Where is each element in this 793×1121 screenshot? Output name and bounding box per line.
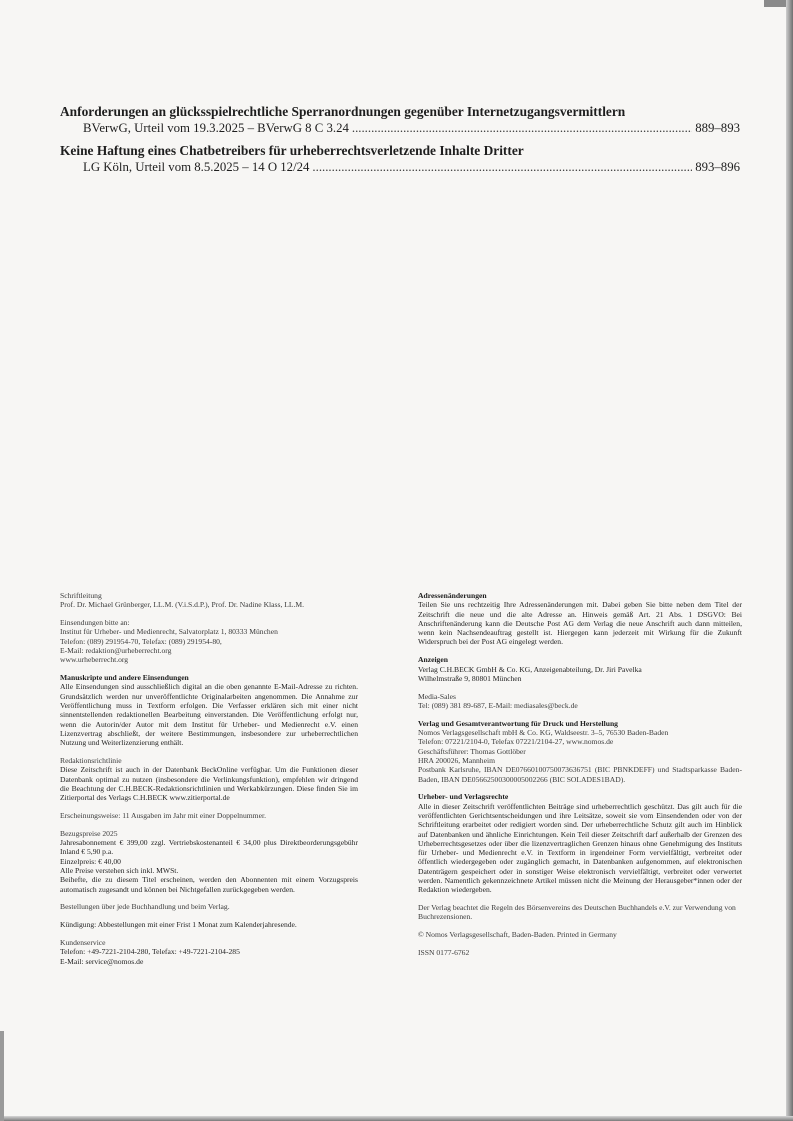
anzeigen-publisher: Verlag C.H.BECK GmbH & Co. KG, Anzeigenabteilung, Dr. Jiri Pavelka — [418, 664, 642, 674]
adressaenderungen-text: Teilen Sie uns rechtzeitig Ihre Adressenänderungen mit. Dabei geben Sie bitte neben dem Titel der Zeitschrift die neue und die alte Adresse an. Hinweis gemäß Art. 21 Abs. 1 DSGVO: Bei Anschriftenänderung kann die Deutsche Post AG dem Verlag die neue Anschrift auch dann mitteilen, wenn kein Nachsendeauftrag gestellt ist. Hiergegen kann jederzeit mit Wirkung für die Zukunft Widerspruch bei der Post AG eingelegt werden. — [418, 600, 742, 647]
redaktionsrichtlinie-block — [60, 756, 358, 802]
redaktionsrichtlinie-heading: Redaktionsrichtlinie — [60, 755, 122, 765]
toc-entry[interactable] — [60, 103, 740, 136]
verlag-address: Nomos Verlagsgesellschaft mbH & Co. KG, Waldseestr. 3–5, 76530 Baden-Baden — [418, 728, 669, 738]
kuendigung-block — [60, 920, 358, 929]
schriftleitung-block — [60, 591, 358, 610]
jahresabonnement-text: Jahresabonnement € 399,00 zzgl. Vertriebskostenanteil € 34,00 plus Direktbeorderungsgebühr Inland € 5,90 p.a. — [60, 838, 358, 857]
urheberrechte-text: Alle in dieser Zeitschrift veröffentlichten Beiträge sind urheberrechtlich geschützt. Das gilt auch für die veröffentlichten Gerichtsentscheidungen und ihre Leitsätze, soweit sie vom Einsendenden oder von der Schriftleitung erarbeitet oder redigiert worden sind. Der urheberrechtliche Schutz gilt auch im Hinblick auf Datenbanken und ähnliche Einrichtungen. Kein Teil dieser Zeitschrift darf außerhalb der Grenzen des Urheberrechtsgesetzes oder über die lizenzvertraglichen Grenzen hinaus ohne Genehmigung des Instituts für Urheber- und Medienrecht e.V. in Textform in irgendeiner Form vervielfältigt, verbreitet oder öffentlich wiedergegeben oder zugänglich gemacht, in Datenbanken aufgenommen, auf elektronischen Datenträgern gespeichert oder in sonstiger Weise elektronisch vervielfältigt, verbreitet oder verwertet werden. Namentlich gekennzeichnete Artikel müssen nicht die Meinung der Herausgeber*innen oder der Redaktion wiedergeben. — [418, 801, 742, 895]
kundenservice-email[interactable]: E-Mail: service@nomos.de — [60, 956, 144, 966]
table-of-contents — [60, 103, 740, 181]
page-edge-right — [786, 0, 793, 1121]
page-edge-corner — [764, 0, 786, 7]
copyright-block — [418, 930, 742, 939]
einsendungen-block — [60, 618, 358, 664]
manuskripte-block — [60, 673, 358, 747]
media-sales-heading: Media-Sales — [418, 691, 456, 701]
toc-entry-pages: 889–893 — [695, 121, 740, 135]
imprint-left-column — [60, 591, 358, 974]
einzelpreis-text: Einzelpreis: € 40,00 — [60, 856, 121, 866]
bezugspreise-heading: Bezugspreise 2025 — [60, 828, 118, 838]
manuskripte-heading: Manuskripte und andere Einsendungen — [60, 673, 189, 683]
page-edge-left — [0, 1031, 4, 1121]
manuskripte-text: Alle Einsendungen sind ausschließlich digital an die oben genannte E-Mail-Adresse zu richten. Grundsätzlich werden nur unveröffentlichte Originalarbeiten angenommen. Die Annahme zur Veröffentlichung muss in Textform erfolgen. Die Verfasser erklären sich mit einer nicht sinnentstellenden redaktionellen Bearbeitung einverstanden. Die Veröffentlichung erfolgt nur, wenn die Autorin/der Autor mit dem Institut für Urheber- und Medienrecht e.V. einen Lizenzvertrag abschließt, der weitere Bestimmungen, insbesondere zur urheberrechtlichen Nutzung und Weiterlizenzierung enthält. — [60, 682, 358, 748]
boersenverein-block — [418, 903, 742, 922]
schriftleitung-heading: Schriftleitung — [60, 591, 102, 600]
redaktionsrichtlinie-text: Diese Zeitschrift ist auch in der Datenbank BeckOnline verfügbar. Um die Funktionen dieser Datenbank optimal zu nutzen (insbesondere die Verlinkungsfunktion), empfehlen wir dringend die Beachtung der C.H.BECK-Redaktionsrichtlinien und Werkabkürzungen. Diese finden Sie im Zitierportal des Verlags C.H.BECK www.zitierportal.de — [60, 765, 358, 803]
urheberrechte-block — [418, 792, 742, 894]
verlag-heading: Verlag und Gesamtverantwortung für Druck und Herstellung — [418, 718, 618, 728]
toc-leader-dots — [312, 159, 692, 175]
toc-entry-reference: BVerwG, Urteil vom 19.3.2025 – BVerwG 8 C 3.24 — [83, 121, 349, 135]
institute-phone: Telefon: (089) 291954-70, Telefax: (089) 291954-80, — [60, 636, 222, 646]
einsendungen-heading: Einsendungen bitte an: — [60, 618, 130, 628]
page-edge-bottom — [0, 1116, 793, 1121]
kundenservice-phone: Telefon: +49-7221-2104-280, Telefax: +49-7221-2104-285 — [60, 947, 240, 957]
media-sales-block — [418, 692, 742, 711]
toc-entry-title: Keine Haftung eines Chatbetreibers für urheberrechtsverletzende Inhalte Dritter — [60, 143, 524, 158]
toc-leader-dots — [352, 120, 692, 136]
kuendigung-text: Kündigung: Abbestellungen mit einer Frist 1 Monat zum Kalenderjahresende. — [60, 920, 297, 930]
toc-entry-reference-line — [60, 120, 740, 136]
media-sales-contact: Tel: (089) 381 89-687, E-Mail: mediasales@beck.de — [418, 700, 578, 710]
anzeigen-heading: Anzeigen — [418, 655, 448, 665]
adressaenderungen-heading: Adressenänderungen — [418, 591, 487, 600]
adressaenderungen-block — [418, 591, 742, 647]
urheberrechte-heading: Urheber- und Verlagsrechte — [418, 792, 509, 802]
anzeigen-block — [418, 655, 742, 683]
bestellungen-text: Bestellungen über jede Buchhandlung und beim Verlag. — [60, 902, 230, 912]
schriftleitung-text: Prof. Dr. Michael Grünberger, LL.M. (V.i.S.d.P.), Prof. Dr. Nadine Klass, LL.M. — [60, 600, 305, 610]
mwst-note: Alle Preise verstehen sich inkl. MWSt. — [60, 865, 179, 875]
boersenverein-text: Der Verlag beachtet die Regeln des Börsenvereins des Deutschen Buchhandels e.V. zur Verwendung von Buchrezensionen. — [418, 903, 736, 922]
copyright-text: © Nomos Verlagsgesellschaft, Baden-Baden. Printed in Germany — [418, 930, 617, 940]
institute-email[interactable]: E-Mail: redaktion@urheberrecht.org — [60, 645, 172, 655]
kundenservice-heading: Kundenservice — [60, 937, 106, 947]
verlag-block — [418, 719, 742, 784]
toc-entry-reference-line — [60, 159, 740, 175]
verlag-management: Geschäftsführer: Thomas Gottlöber — [418, 746, 526, 756]
verlag-register: HRA 200026, Mannheim — [418, 755, 495, 765]
bezugspreise-block — [60, 829, 358, 894]
kundenservice-block — [60, 938, 358, 966]
imprint-right-column — [418, 591, 742, 966]
issn-text: ISSN 0177-6762 — [418, 948, 470, 957]
toc-entry[interactable] — [60, 142, 740, 175]
erscheinungsweise-text: Erscheinungsweise: 11 Ausgaben im Jahr mit einer Doppelnummer. — [60, 810, 266, 820]
erscheinungsweise-block — [60, 811, 358, 820]
toc-entry-reference: LG Köln, Urteil vom 8.5.2025 – 14 O 12/24 — [83, 160, 310, 174]
institute-website[interactable]: www.urheberrecht.org — [60, 655, 129, 665]
issn-block — [418, 948, 742, 957]
bestellungen-block — [60, 902, 358, 911]
verlag-phone: Telefon: 07221/2104-0, Telefax 07221/2104-27, www.nomos.de — [418, 737, 614, 747]
anzeigen-address: Wilhelmstraße 9, 80801 München — [418, 673, 522, 683]
institute-address: Institut für Urheber- und Medienrecht, Salvatorplatz 1, 80333 München — [60, 627, 278, 637]
toc-entry-pages: 893–896 — [695, 160, 740, 174]
beihefte-note: Beihefte, die zu diesem Titel erscheinen, werden den Abonnenten mit einem Vorzugspreis automatisch zugesandt und können bei Nichtgefallen zurückgegeben werden. — [60, 875, 358, 894]
verlag-bank-details: Postbank Karlsruhe, IBAN DE07660100750073636751 (BIC PBNKDEFF) und Stadtsparkasse Baden-Baden, IBAN DE05662500300005002266 (BIC SOLADES1BAD). — [418, 765, 742, 784]
toc-entry-title: Anforderungen an glücksspielrechtliche Sperranordnungen gegenüber Internetzugangsvermittlern — [60, 104, 626, 119]
